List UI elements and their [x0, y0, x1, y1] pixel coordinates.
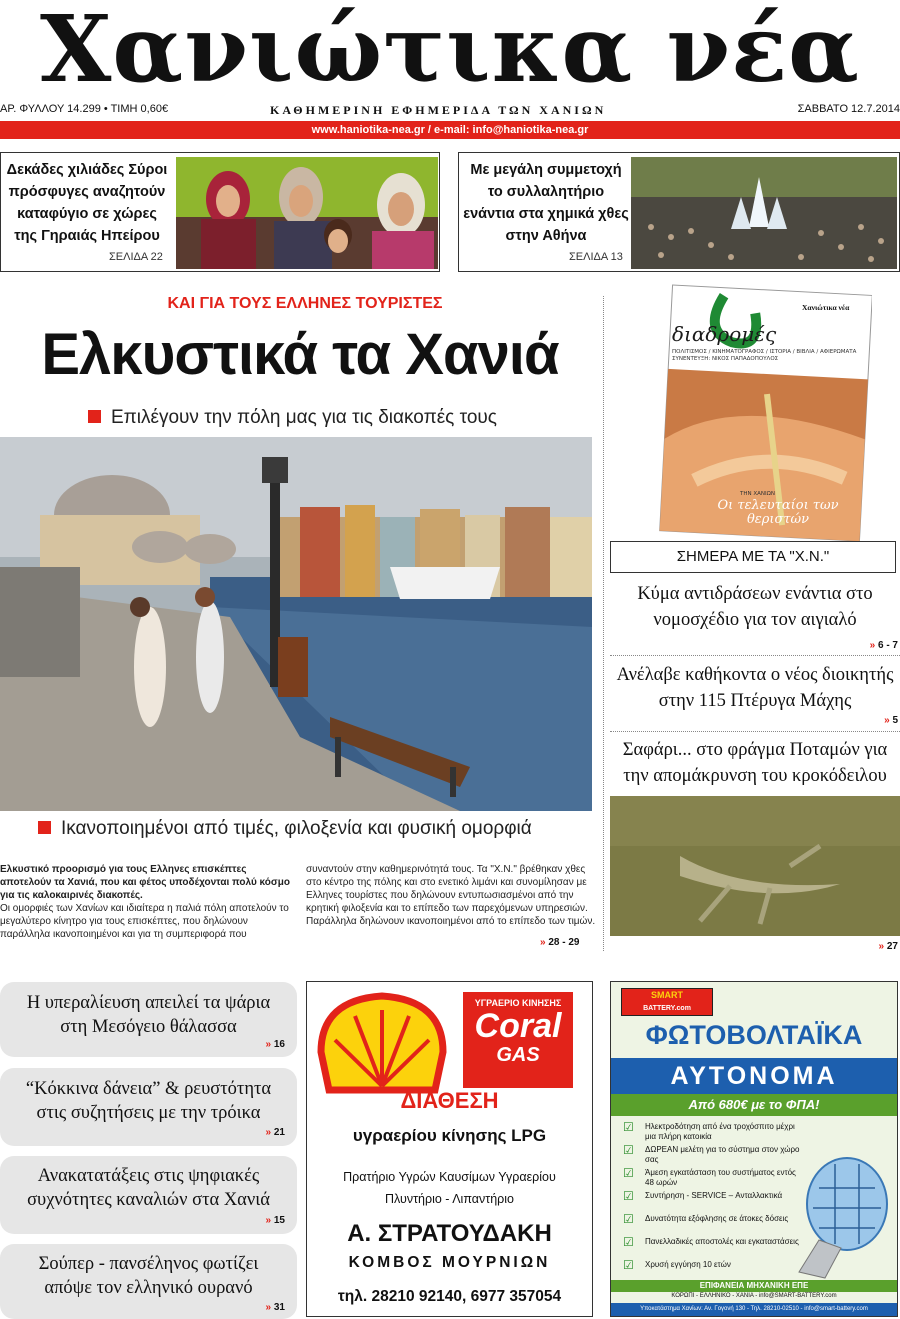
solar-price: Από 680€ με το ΦΠΑ!	[611, 1094, 897, 1116]
sidebar-story-3[interactable]: Σαφάρι... στο φράγμα Ποταμών για την απομάκρυνση του κροκόδειλου	[622, 740, 888, 786]
news-box-text: “Κόκκινα δάνεια” & ρευστότητα στις συζητήσεις με την τρόικα	[25, 1079, 272, 1123]
smart-battery-logo: SMART BATTERY.com	[621, 988, 713, 1016]
list-item: ☑ ΔΩΡΕΑΝ μελέτη για το σύστημα στον χώρο σας	[623, 1143, 800, 1164]
list-item: ☑ Δυνατότητα εξόφλησης σε άτοκες δόσεις	[623, 1212, 789, 1226]
list-item: ☑ Χρυσή εγγύηση 10 ετών	[623, 1258, 731, 1272]
sidebar-story-2-page: » 5	[884, 715, 898, 726]
shell-logo-icon	[315, 990, 449, 1094]
newspaper-masthead: Χανιώτικα νέα	[40, 0, 860, 103]
list-item: ☑ Ηλεκτροδότηση από ένα τροχόσπιτο μέχρι μια πλήρη κατοικία	[623, 1120, 795, 1141]
lpg-ad-line: υγραερίου κίνησης LPG	[352, 1126, 547, 1145]
list-item: ☑ Πανελλαδικές αποστολές και εγκαταστάσεις	[623, 1235, 799, 1249]
list-item: ☑ Άμεση εγκατάσταση του συστήματος εντός 48 ωρών	[623, 1166, 796, 1187]
solar-features-list	[623, 1122, 803, 1283]
lpg-ad-line: Πρατήριο Υγρών Καυσίμων Υγραερίου	[343, 1170, 556, 1184]
news-box-4[interactable]	[0, 1244, 297, 1319]
bullet-square	[88, 410, 101, 423]
list-item: ☑ Συντήρηση - SERVICE – Ανταλλακτικά	[623, 1189, 783, 1203]
news-box-page: » 16	[265, 1039, 285, 1050]
main-page-ref[interactable]: » 28 - 29	[540, 937, 580, 948]
bullet-square	[38, 821, 51, 834]
separator	[610, 655, 900, 656]
main-kicker: ΚΑΙ ΓΙΑ ΤΟΥΣ ΕΛΛΗΝΕΣ ΤΟΥΡΙΣΤΕΣ	[167, 295, 443, 312]
sidebar-story-3-page: » 27	[878, 941, 898, 952]
issue-number-price: ΑΡ. ΦΥΛΛΟΥ 14.299 • ΤΙΜΗ 0,60€	[0, 103, 169, 115]
magazine-subtitle: ΠΟΛΙΤΙΣΜΟΣ / ΚΙΝΗΜΑΤΟΓΡΑΦΟΣ / ΙΣΤΟΡΙΑ / ΒΙΒΛΙΑ / ΑΦΙΕΡΩΜΑΤΑ ΣΥΝΕΝΤΕΥΞΗ: ΝΙΚΟΣ ΠΑΠΑΔΟΠΟΥΛΟΣ	[672, 349, 857, 362]
solar-title: ΦΩΤΟΒΟΛΤΑΪΚΑ	[645, 1020, 863, 1050]
main-headline[interactable]: Ελκυστικά τα Χανιά	[41, 322, 559, 387]
sidebar-story-1[interactable]: Κύμα αντιδράσεων ενάντια στο νομοσχέδιο για τον αιγιαλό	[637, 584, 873, 630]
contact-bar[interactable]: www.haniotika-nea.gr / e-mail: info@haniotika-nea.gr	[0, 121, 900, 139]
teaser-rally[interactable]	[458, 152, 900, 272]
teaser-headline: Με μεγάλη συμμετοχή το συλλαλητήριο ενάντια στα χημικά χθες στην Αθήνα	[463, 162, 629, 244]
crocodile-photo	[610, 796, 900, 936]
main-body-col-2	[306, 863, 598, 928]
main-subhead-2: Ικανοποιημένοι από τιμές, φιλοξενία και φυσική ομορφιά	[38, 818, 532, 840]
coral-gas-logo: ΥΓΡΑΕΡΙΟ ΚΙΝΗΣΗΣ Coral GAS	[463, 992, 573, 1088]
issue-info-bar	[0, 101, 900, 119]
magazine-feature-title: Οι τελευταίοι των θεριστών	[717, 498, 839, 527]
solar-footer-branch: Υποκατάστημα Χανίων: Αν. Γογονή 130 - Τηλ. 28210-02510 - info@smart-battery.com	[611, 1303, 897, 1316]
teaser-page: ΣΕΛΙΔΑ 13	[569, 251, 623, 263]
lpg-ad-line: Πλυντήριο - Λιπαντήριο	[385, 1192, 514, 1206]
rally-photo	[631, 157, 897, 269]
solar-footer-locations: ΚΟΡΩΠΙ - ΕΛΛΗΝΙΚΟ - ΧΑΝΙΑ - info@SMART-BATTERY.com	[671, 1293, 837, 1299]
lpg-ad-phone: τηλ. 28210 92140, 6977 357054	[337, 1288, 562, 1305]
tagline: ΚΑΘΗΜΕΡΙΝΗ ΕΦΗΜΕΡΙΔΑ ΤΩΝ ΧΑΝΙΩΝ	[270, 103, 607, 117]
news-box-3[interactable]	[0, 1156, 297, 1234]
main-paragraph-2: συναντούν στην καθημερινότητά τους. Τα "Χ.Ν." βρέθηκαν χθες στο κέντρο της πόλης και στο ενετικό λιμάνι και συνομίλησαν με Ελληνες τουρίστες που δηλώνουν εντυπωσιασμένοι από την κρητική φιλοξενία και το επίπεδο των παρεχόμενων υπηρεσιών. Παράλληλα δηλώνουν ικανοποιημένοι από το επίπεδο των τιμών.	[306, 864, 596, 927]
lpg-ad-line: ΔΙΑΘΕΣΗ	[400, 1088, 499, 1113]
news-box-text: Σούπερ - πανσέληνος φωτίζει απόψε τον ελληνικό ουρανό	[38, 1254, 259, 1298]
news-box-2[interactable]	[0, 1068, 297, 1146]
arrow-icon: »	[540, 937, 546, 948]
magazine-brand: Χανιώτικα νέα	[802, 303, 850, 312]
teaser-refugees[interactable]	[0, 152, 440, 272]
solar-footer-company: ΕΠΙΦΑΝΕΙΑ ΜΗΧΑΝΙΚΗ ΕΠΕ	[611, 1280, 897, 1292]
lpg-advertisement[interactable]	[306, 981, 593, 1317]
magazine-title: διαδρομές	[672, 322, 777, 346]
solar-advertisement[interactable]	[610, 981, 898, 1317]
teaser-headline: Δεκάδες χιλιάδες Σύροι πρόσφυγες αναζητούν καταφύγιο σε χώρες της Γηραιάς Ηπείρου	[6, 162, 168, 244]
main-paragraph-1: Οι ομορφιές των Χανίων και ιδιαίτερα η παλιά πόλη αποτελούν το μεγαλύτερο κίνητρο για τους επισκέπτες, που δηλώνουν παράλληλα ικανοποιημένοι και για τη συμπεριφορά που	[0, 903, 289, 940]
lpg-ad-line: ΚΟΜΒΟΣ ΜΟΥΡΝΙΩΝ	[348, 1254, 551, 1271]
sidebar-story-2[interactable]: Ανέλαβε καθήκοντα ο νέος διοικητής στην 115 Πτέρυγα Μάχης	[616, 665, 894, 711]
news-box-text: Ανακατατάξεις στις ψηφιακές συχνότητες καναλιών στα Χανιά	[27, 1166, 270, 1210]
teaser-page: ΣΕΛΙΔΑ 22	[109, 251, 163, 263]
lightbulb-solar-icon	[789, 1152, 893, 1282]
main-subhead-1: Επιλέγουν την πόλη μας για τις διακοπές τους	[88, 407, 497, 429]
news-box-page: » 31	[265, 1302, 285, 1313]
today-label: ΣΗΜΕΡΑ ΜΕ ΤΑ "Χ.Ν."	[610, 541, 896, 573]
magazine-feature-small: ΤΗΝ ΧΑΝΙΩΝ	[740, 491, 775, 497]
main-body-col-1	[0, 863, 296, 941]
refugees-photo	[176, 157, 438, 269]
news-box-1[interactable]	[0, 982, 297, 1057]
issue-date: ΣΑΒΒΑΤΟ 12.7.2014	[797, 103, 900, 115]
news-box-page: » 15	[265, 1215, 285, 1226]
main-lead: Ελκυστικό προορισμό για τους Ελληνες επισκέπτες αποτελούν τα Χανιά, που και φέτος υποδέχονται πολύ κόσμο για τις καλοκαιρινές διακοπές.	[0, 864, 290, 901]
sidebar-story-1-page: » 6 - 7	[869, 640, 898, 651]
lpg-ad-line: Α. ΣΤΡΑΤΟΥΔΑΚΗ	[347, 1220, 552, 1247]
solar-subtitle: ΑΥΤΟΝΟΜΑ	[611, 1058, 897, 1094]
news-box-page: » 21	[265, 1127, 285, 1138]
news-box-text: Η υπεραλίευση απειλεί τα ψάρια στη Μεσόγειο θάλασσα	[26, 993, 271, 1037]
separator	[610, 731, 900, 732]
column-divider	[603, 296, 604, 951]
chania-harbor-photo	[0, 437, 592, 811]
